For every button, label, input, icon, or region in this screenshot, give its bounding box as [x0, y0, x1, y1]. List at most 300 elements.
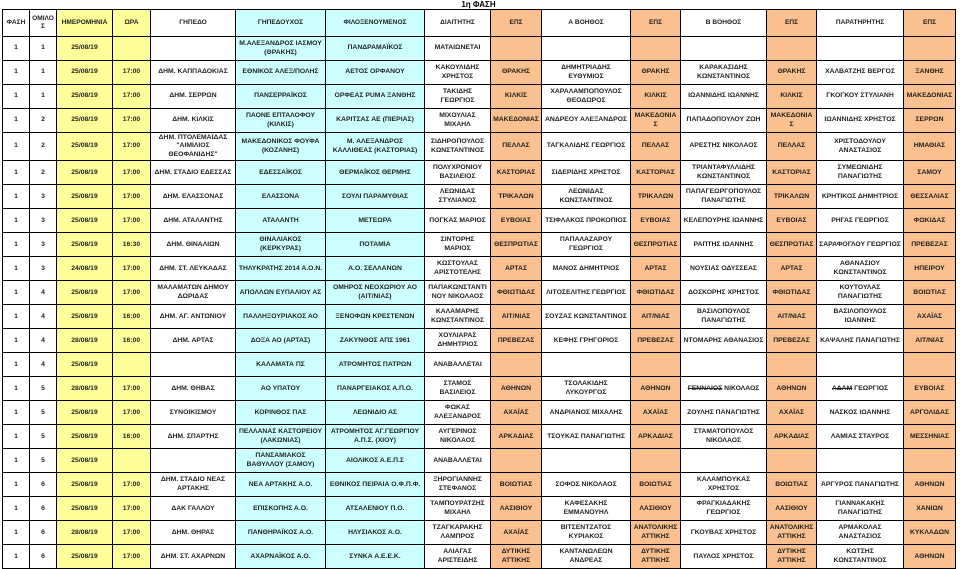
cell-assistant2: ΣΤΑΜΑΤΟΠΟΥΛΟΣ ΝΙΚΟΛΑΟΣ	[681, 425, 767, 449]
match-row	[3, 521, 956, 545]
header-row	[3, 10, 956, 37]
cell-eps4: ΞΑΝΘΗΣ	[904, 61, 956, 85]
cell-assistant2: ΔΟΣΚΟΡΗΣ ΧΡΗΣΤΟΣ	[681, 281, 767, 305]
match-row	[3, 425, 956, 449]
cell-observer: ΑΡΓΥΡΟΣ ΠΑΝΑΓΙΩΤΗΣ	[817, 473, 904, 497]
cell-phase: 1	[3, 521, 30, 545]
cell-referee: ΣΤΑΜΟΣ ΒΑΣΙΛΕΙΟΣ	[425, 377, 491, 401]
cell-assistant1: ΑΝΔΡΕΟΥ ΑΛΕΞΑΝΔΡΟΣ	[542, 109, 631, 133]
cell-phase: 1	[3, 133, 30, 161]
cell-eps2	[631, 37, 681, 61]
cell-observer: ΑΘΑΝΑΣΙΟΥ ΚΩΝΣΤΑΝΤΙΝΟΣ	[817, 257, 904, 281]
cell-phase: 1	[3, 353, 30, 377]
cell-assistant2: ΡΑΠΤΗΣ ΙΩΑΝΝΗΣ	[681, 233, 767, 257]
cell-date: 25/08/19	[57, 133, 113, 161]
column-header-eps1: ΕΠΣ	[491, 10, 542, 37]
cell-assistant2: ΦΡΑΓΚΙΑΔΑΚΗΣ ΓΕΩΡΓΙΟΣ	[681, 497, 767, 521]
cell-assistant1: ΒΙΤΣΕΝΤΖΑΤΟΣ ΚΥΡΙΑΚΟΣ	[542, 521, 631, 545]
cell-phase: 1	[3, 257, 30, 281]
cell-home: ΔΟΞΑ ΑΟ (ΑΡΤΑΣ)	[236, 329, 326, 353]
column-header-eps2: ΕΠΣ	[631, 10, 681, 37]
cell-assistant2: ΓΕΝΝΑΙΟΣ ΝΙΚΟΛΑΟΣ	[681, 377, 767, 401]
cell-home: ΠΕΛΛΑΝΑΣ ΚΑΣΤΟΡΕΙΟΥ (ΛΑΚΩΝΙΑΣ)	[236, 425, 326, 449]
cell-assistant1: ΛΙΤΟΣΕΛΙΤΗΣ ΓΕΩΡΓΙΟΣ	[542, 281, 631, 305]
match-row	[3, 233, 956, 257]
cell-date: 25/08/19	[57, 61, 113, 85]
cell-eps1: ΜΑΚΕΔΟΝΙΑΣ	[491, 109, 542, 133]
cell-eps4: ΑΧΑΪΑΣ	[904, 305, 956, 329]
cell-eps3: ΠΕΛΛΑΣ	[767, 133, 817, 161]
cell-eps4: ΑΡΓΟΛΙΔΑΣ	[904, 401, 956, 425]
cell-eps4	[904, 353, 956, 377]
cell-phase: 1	[3, 85, 30, 109]
cell-observer: ΡΗΓΑΣ ΓΕΩΡΓΙΟΣ	[817, 209, 904, 233]
cell-stadium: ΔΗΜ. ΘΙΝΑΛΙΩΝ	[151, 233, 236, 257]
cell-eps1	[491, 37, 542, 61]
cell-eps3: ΚΙΛΚΙΣ	[767, 85, 817, 109]
cell-eps2: ΑΡΤΑΣ	[631, 257, 681, 281]
cell-assistant1: ΤΣΙΦΛΑΚΟΣ ΠΡΟΚΟΠΙΟΣ	[542, 209, 631, 233]
cell-eps2: ΘΕΣΠΡΩΤΙΑΣ	[631, 233, 681, 257]
cell-assistant2: ΒΑΣΙΛΟΠΟΥΛΟΣ ΠΑΝΑΓΙΩΤΗΣ	[681, 305, 767, 329]
cell-home: ΑΧΑΡΝΑΪΚΟΣ Α.Ο.	[236, 545, 326, 569]
cell-away: ΑΤΡΟΜΗΤΟΣ ΑΓ.ΓΕΩΡΓΙΟΥ Α.Π.Σ. (ΧΙΟΥ)	[326, 425, 425, 449]
cell-time: 16:30	[113, 233, 151, 257]
cell-away: ΟΜΗΡΟΣ ΝΕΟΧΩΡΙΟΥ ΑΟ (ΑΙΤ/ΝΙΑΣ)	[326, 281, 425, 305]
cell-eps2: ΚΑΣΤΟΡΙΑΣ	[631, 161, 681, 185]
cell-phase: 1	[3, 329, 30, 353]
cell-eps1: ΑΡΚΑΔΙΑΣ	[491, 425, 542, 449]
column-header-referee: ΔΙΑΙΤΗΤΗΣ	[425, 10, 491, 37]
cell-date: 25/08/19	[57, 305, 113, 329]
cell-eps1: ΘΕΣΠΡΩΤΙΑΣ	[491, 233, 542, 257]
cell-observer: ΛΑΜΙΑΣ ΣΤΑΥΡΟΣ	[817, 425, 904, 449]
cell-home: ΑΟ ΥΠΑΤΟΥ	[236, 377, 326, 401]
cell-eps4: ΜΕΣΣΗΝΙΑΣ	[904, 425, 956, 449]
cell-away: ΑΤΡΟΜΗΤΟΣ ΠΑΤΡΩΝ	[326, 353, 425, 377]
cell-assistant1: ΣΟΥΖΑΣ ΚΩΝΣΤΑΝΤΙΝΟΣ	[542, 305, 631, 329]
cell-away: ΞΕΝΟΦΩΝ ΚΡΕΣΤΕΝΩΝ	[326, 305, 425, 329]
cell-date: 25/08/19	[57, 497, 113, 521]
cell-stadium: ΔΗΜ. ΣΤΑΔΙΟ ΕΔΕΣΣΑΣ	[151, 161, 236, 185]
cell-assistant1	[542, 353, 631, 377]
cell-eps4: ΒΟΙΩΤΙΑΣ	[904, 281, 956, 305]
cell-stadium: ΔΗΜ. ΠΤΟΛΕΜΑΪΔΑΣ "ΑΙΜΙΛΙΟΣ ΘΕΟΦΑΝΙΔΗΣ"	[151, 133, 236, 161]
cell-phase: 1	[3, 185, 30, 209]
cell-eps1: ΕΥΒΟΙΑΣ	[491, 209, 542, 233]
cell-home: ΤΗΛΥΚΡΑΤΗΣ 2014 Α.Ο.Ν.	[236, 257, 326, 281]
cell-eps2: ΤΡΙΚΑΛΩΝ	[631, 185, 681, 209]
cell-observer: ΣΑΡΑΦΟΓΛΟΥ ΓΕΩΡΓΙΟΣ	[817, 233, 904, 257]
cell-assistant2: ΝΤΟΜΑΡΗΣ ΑΘΑΝΑΣΙΟΣ	[681, 329, 767, 353]
cell-date: 25/08/19	[57, 401, 113, 425]
cell-away: ΑΙΟΛΙΚΟΣ Α.Ε.Π.Σ	[326, 449, 425, 473]
cell-observer: ΚΟΥΤΟΥΛΑΣ ΠΑΝΑΓΙΩΤΗΣ	[817, 281, 904, 305]
cell-group: 6	[30, 545, 57, 569]
cell-date: 25/08/19	[57, 473, 113, 497]
cell-referee: ΦΩΚΑΣ ΑΛΕΞΑΝΔΡΟΣ	[425, 401, 491, 425]
cell-group: 2	[30, 161, 57, 185]
cell-away: ΠΑΝΑΡΓΕΙΑΚΟΣ Α.Π.Ο.	[326, 377, 425, 401]
cell-date: 25/08/19	[57, 109, 113, 133]
cell-eps1: ΔΥΤΙΚΗΣ ΑΤΤΙΚΗΣ	[491, 545, 542, 569]
cell-referee: ΚΑΛΑΜΑΡΗΣ ΚΩΝΣΤΑΝΤΙΝΟΣ	[425, 305, 491, 329]
cell-observer: ΣΥΜΕΩΝΙΔΗΣ ΠΑΝΑΓΙΩΤΗΣ	[817, 161, 904, 185]
cell-observer: ΒΑΣΙΛΟΠΟΥΛΟΣ ΙΩΑΝΝΗΣ	[817, 305, 904, 329]
cell-eps4: ΑΘΗΝΩΝ	[904, 473, 956, 497]
cell-stadium: ΔΗΜ. ΚΑΠΠΑΔΟΚΙΑΣ	[151, 61, 236, 85]
column-header-observer: ΠΑΡΑΤΗΡΗΤΗΣ	[817, 10, 904, 37]
cell-eps4: ΗΠΕΙΡΟΥ	[904, 257, 956, 281]
cell-away: ΣΥΝΚΑ Α.Ε.Ε.Κ.	[326, 545, 425, 569]
cell-eps4: ΧΑΝΙΩΝ	[904, 497, 956, 521]
match-row	[3, 161, 956, 185]
cell-stadium: ΔΗΜ. ΣΠΑΡΤΗΣ	[151, 425, 236, 449]
cell-time: 17:00	[113, 473, 151, 497]
match-row	[3, 329, 956, 353]
cell-group: 6	[30, 497, 57, 521]
cell-phase: 1	[3, 545, 30, 569]
cell-away: ΑΕΤΟΣ ΟΡΦΑΝΟΥ	[326, 61, 425, 85]
cell-eps3: ΑΡΚΑΔΙΑΣ	[767, 425, 817, 449]
cell-time: 17:00	[113, 109, 151, 133]
cell-eps4: ΑΘΗΝΩΝ	[904, 545, 956, 569]
cell-referee: ΚΩΣΤΟΥΛΑΣ ΑΡΙΣΤΟΤΕΛΗΣ	[425, 257, 491, 281]
cell-referee: ΑΝΑΒΑΛΛΕΤΑΙ	[425, 449, 491, 473]
cell-assistant1: ΚΑΦΕΣΑΚΗΣ ΕΜΜΑΝΟΥΗΛ	[542, 497, 631, 521]
cell-group: 2	[30, 133, 57, 161]
cell-away: Α.Ο. ΣΕΛΛΑΝΩΝ	[326, 257, 425, 281]
cell-eps3: ΕΥΒΟΙΑΣ	[767, 209, 817, 233]
cell-eps3: ΜΑΚΕΔΟΝΙΑΣ	[767, 109, 817, 133]
cell-assistant1	[542, 37, 631, 61]
match-row	[3, 473, 956, 497]
cell-group: 3	[30, 257, 57, 281]
cell-eps2: ΑΡΚΑΔΙΑΣ	[631, 425, 681, 449]
cell-eps3	[767, 449, 817, 473]
cell-eps1: ΚΙΛΚΙΣ	[491, 85, 542, 109]
cell-eps2: ΘΡΑΚΗΣ	[631, 61, 681, 85]
cell-home: ΑΤΑΛΑΝΤΗ	[236, 209, 326, 233]
cell-stadium: ΣΥΝΟΙΚΙΣΜΟΥ	[151, 401, 236, 425]
cell-eps2: ΔΥΤΙΚΗΣ ΑΤΤΙΚΗΣ	[631, 545, 681, 569]
column-header-group: ΟΜΙΛΟΣ	[30, 10, 57, 37]
match-row	[3, 401, 956, 425]
cell-observer: ΑΔΑΜ ΓΕΩΡΓΙΟΣ	[817, 377, 904, 401]
cell-assistant2: ΚΑΛΑΜΠΟΥΚΑΣ ΧΡΗΣΤΟΣ	[681, 473, 767, 497]
cell-date: 25/08/19	[57, 37, 113, 61]
cell-time: 17:00	[113, 161, 151, 185]
cell-eps1: ΠΡΕΒΕΖΑΣ	[491, 329, 542, 353]
cell-referee: ΜΙΧΟΥΛΙΑΣ ΜΙΧΑΗΛ	[425, 109, 491, 133]
cell-group: 5	[30, 377, 57, 401]
cell-eps3: ΚΑΣΤΟΡΙΑΣ	[767, 161, 817, 185]
cell-group: 5	[30, 449, 57, 473]
cell-assistant1: ΤΣΟΥΚΑΣ ΠΑΝΑΓΙΩΤΗΣ	[542, 425, 631, 449]
cell-phase: 1	[3, 497, 30, 521]
cell-eps4: ΜΑΚΕΔΟΝΙΑΣ	[904, 85, 956, 109]
cell-group: 4	[30, 305, 57, 329]
cell-referee: ΑΥΓΕΡΙΝΟΣ ΝΙΚΟΛΑΟΣ	[425, 425, 491, 449]
cell-date: 25/08/19	[57, 233, 113, 257]
match-row	[3, 185, 956, 209]
cell-observer: ΚΡΗΤΙΚΟΣ ΔΗΜΗΤΡΙΟΣ	[817, 185, 904, 209]
cell-eps2: ΑΧΑΪΑΣ	[631, 401, 681, 425]
cell-phase: 1	[3, 161, 30, 185]
cell-assistant1: ΛΕΩΝΙΔΑΣ ΚΩΝΣΤΑΝΤΙΝΟΣ	[542, 185, 631, 209]
cell-eps4	[904, 449, 956, 473]
cell-observer	[817, 449, 904, 473]
cell-eps2: ΑΙΤ/ΝΙΑΣ	[631, 305, 681, 329]
cell-referee: ΠΟΓΚΑΣ ΜΑΡΙΟΣ	[425, 209, 491, 233]
cell-stadium: ΜΑΛΑΜΑΤΩΝ ΔΗΜΟΥ ΔΩΡΙΔΑΣ	[151, 281, 236, 305]
table-header	[3, 10, 956, 37]
cell-phase: 1	[3, 37, 30, 61]
cell-group: 6	[30, 521, 57, 545]
cell-stadium: ΔΗΜ. ΑΓ. ΑΝΤΩΝΙΟΥ	[151, 305, 236, 329]
cell-home: ΠΑΛΛΗΞΟΥΡΙΑΚΟΣ ΑΟ	[236, 305, 326, 329]
cell-assistant1: ΚΑΝΤΑΝΩΛΕΩΝ ΑΝΔΡΕΑΣ	[542, 545, 631, 569]
cell-assistant2: ΚΕΛΕΠΟΥΡΗΣ ΙΩΑΝΝΗΣ	[681, 209, 767, 233]
cell-eps1: ΒΟΙΩΤΙΑΣ	[491, 473, 542, 497]
cell-group: 3	[30, 233, 57, 257]
cell-assistant1: ΑΝΔΡΙΑΝΟΣ ΜΙΧΑΛΗΣ	[542, 401, 631, 425]
cell-eps2	[631, 449, 681, 473]
match-row	[3, 85, 956, 109]
cell-date: 28/08/19	[57, 377, 113, 401]
cell-away: Μ. ΑΛΕΞΑΝΔΡΟΣ ΚΑΛΛΙΘΕΑΣ (ΚΑΣΤΟΡΙΑΣ)	[326, 133, 425, 161]
cell-group: 2	[30, 109, 57, 133]
cell-group: 3	[30, 185, 57, 209]
cell-assistant2: ΙΩΑΝΝΙΔΗΣ ΙΩΑΝΝΗΣ	[681, 85, 767, 109]
cell-home: ΕΠΙΣΚΟΠΗΣ Α.Ο.	[236, 497, 326, 521]
cell-referee: ΚΑΚΟΥΛΙΔΗΣ ΧΡΗΣΤΟΣ	[425, 61, 491, 85]
cell-date: 25/08/19	[57, 281, 113, 305]
cell-home: ΑΠΟΛΛΩΝ ΕΥΠΑΛΙΟΥ ΑΣ	[236, 281, 326, 305]
match-row	[3, 109, 956, 133]
match-row	[3, 305, 956, 329]
cell-observer: ΓΙΑΝΝΑΚΑΚΗΣ ΠΑΝΑΓΙΩΤΗΣ	[817, 497, 904, 521]
cell-time: 17:00	[113, 61, 151, 85]
cell-time	[113, 449, 151, 473]
cell-eps2: ΠΕΛΛΑΣ	[631, 133, 681, 161]
cell-assistant2: ΝΟΥΣΙΑΣ ΟΔΥΣΣΕΑΣ	[681, 257, 767, 281]
cell-time	[113, 353, 151, 377]
cell-eps4: ΣΑΜΟΥ	[904, 161, 956, 185]
cell-away: ΑΤΣΑΛΕΝΙΟΥ Π.Ο.	[326, 497, 425, 521]
cell-assistant1: ΜΑΝΟΣ ΔΗΜΗΤΡΙΟΣ	[542, 257, 631, 281]
cell-time: 17:00	[113, 85, 151, 109]
cell-home: ΚΟΡΙΝΘΟΣ ΠΑΣ	[236, 401, 326, 425]
cell-eps2: ΜΑΚΕΔΟΝΙΑΣ	[631, 109, 681, 133]
column-header-phase: ΦΑΣΗ	[3, 10, 30, 37]
cell-time: 17:00	[113, 281, 151, 305]
cell-eps4: ΦΩΚΙΔΑΣ	[904, 209, 956, 233]
cell-eps2	[631, 353, 681, 377]
cell-home: ΠΑΝΣΕΡΡΑΪΚΟΣ	[236, 85, 326, 109]
cell-stadium: ΔΗΜ. ΕΛΑΣΣΟΝΑΣ	[151, 185, 236, 209]
cell-time: 17:00	[113, 185, 151, 209]
cell-home: Μ.ΑΛΕΞΑΝΔΡΟΣ ΙΑΣΜΟΥ (ΘΡΑΚΗΣ)	[236, 37, 326, 61]
cell-phase: 1	[3, 377, 30, 401]
match-row	[3, 281, 956, 305]
cell-referee: ΣΙΔΗΡΟΠΟΥΛΟΣ ΚΩΝΣΤΑΝΤΙΝΟΣ	[425, 133, 491, 161]
cell-assistant1: ΔΗΜΗΤΡΙΑΔΗΣ ΕΥΘΥΜΙΟΣ	[542, 61, 631, 85]
cell-away: ΖΑΚΥΝΘΟΣ ΑΠΣ 1961	[326, 329, 425, 353]
column-header-assistant1: Α ΒΟΗΘΟΣ	[542, 10, 631, 37]
cell-stadium: ΔΗΜ. ΣΤΑΔΙΟ ΝΕΑΣ ΑΡΤΑΚΗΣ	[151, 473, 236, 497]
cell-eps1: ΑΘΗΝΩΝ	[491, 377, 542, 401]
cell-eps3: ΑΧΑΪΑΣ	[767, 401, 817, 425]
cell-eps3: ΑΝΑΤΟΛΙΚΗΣ ΑΤΤΙΚΗΣ	[767, 521, 817, 545]
cell-assistant2: ΠΑΠΑΓΕΩΡΓΟΠΟΥΛΟΣ ΠΑΝΑΓΙΩΤΗΣ	[681, 185, 767, 209]
column-header-eps4: ΕΠΣ	[904, 10, 956, 37]
cell-assistant2: ΠΑΥΛΟΣ ΧΡΗΣΤΟΣ	[681, 545, 767, 569]
cell-assistant1: ΧΑΡΑΛΑΜΠΟΠΟΥΛΟΣ ΘΕΟΔΩΡΟΣ	[542, 85, 631, 109]
cell-referee: ΑΝΑΒΑΛΛΕΤΑΙ	[425, 353, 491, 377]
match-schedule-table	[2, 9, 956, 569]
cell-stadium: ΔΗΜ. ΘΗΡΑΣ	[151, 521, 236, 545]
cell-assistant2: ΚΑΡΑΚΑΣΙΔΗΣ ΚΩΝΣΤΑΝΤΙΝΟΣ	[681, 61, 767, 85]
cell-stadium	[151, 449, 236, 473]
cell-away: ΠΟΤΑΜΙΑ	[326, 233, 425, 257]
cell-assistant1: ΣΟΦΟΣ ΝΙΚΟΛΑΟΣ	[542, 473, 631, 497]
cell-home: ΠΑΝΘΗΡΑΪΚΟΣ Α.Ο.	[236, 521, 326, 545]
match-row	[3, 257, 956, 281]
cell-referee: ΤΑΜΠΟΥΡΑΤΖΗΣ ΜΙΧΑΗΛ	[425, 497, 491, 521]
cell-phase: 1	[3, 473, 30, 497]
cell-date: 25/08/19	[57, 185, 113, 209]
cell-referee: ΤΖΑΓΚΑΡΑΚΗΣ ΛΑΜΠΡΟΣ	[425, 521, 491, 545]
cell-stadium: ΔΗΜ. ΚΙΛΚΙΣ	[151, 109, 236, 133]
cell-eps4: ΗΜΑΘΙΑΣ	[904, 133, 956, 161]
cell-home: ΝΕΑ ΑΡΤΑΚΗΣ Α.Ο.	[236, 473, 326, 497]
cell-time: 17:00	[113, 497, 151, 521]
cell-stadium: ΔΗΜ. ΘΗΒΑΣ	[151, 377, 236, 401]
match-row	[3, 61, 956, 85]
cell-assistant2: ΠΑΠΑΔΟΠΟΥΛΟΥ ΖΩΗ	[681, 109, 767, 133]
cell-time: 17:00	[113, 257, 151, 281]
cell-eps2: ΕΥΒΟΙΑΣ	[631, 209, 681, 233]
cell-home: ΕΔΕΣΣΑΪΚΟΣ	[236, 161, 326, 185]
column-header-away: ΦΙΛΟΞΕΝΟΥΜΕΝΟΣ	[326, 10, 425, 37]
cell-assistant1: ΤΑΓΚΑΛΙΔΗΣ ΓΕΩΡΓΙΟΣ	[542, 133, 631, 161]
cell-eps3	[767, 353, 817, 377]
cell-away: ΣΟΥΛΙ ΠΑΡΑΜΥΘΙΑΣ	[326, 185, 425, 209]
match-row	[3, 449, 956, 473]
match-row	[3, 377, 956, 401]
cell-eps4: ΘΕΣΣΑΛΙΑΣ	[904, 185, 956, 209]
cell-observer: ΓΚΟΓΚΟΥ ΣΤΥΛΙΑΝΗ	[817, 85, 904, 109]
cell-date: 24/08/19	[57, 257, 113, 281]
page-title: 1η ΦΑΣΗ	[461, 0, 496, 9]
cell-observer: ΧΑΛΒΑΤΖΗΣ ΒΕΡΓΟΣ	[817, 61, 904, 85]
cell-observer: ΧΡΙΣΤΟΔΟΥΛΟΥ ΑΝΑΣΤΑΣΙΟΣ	[817, 133, 904, 161]
cell-home: ΠΑΝΣΑΜΙΑΚΟΣ ΒΑΘΥΛΛΟΥ (ΣΑΜΟΥ)	[236, 449, 326, 473]
cell-home: ΠΑΟΝΕ ΕΠΤΑΛΟΦΟΥ (ΚΙΛΚΙΣ)	[236, 109, 326, 133]
cell-group: 1	[30, 85, 57, 109]
cell-home: ΚΑΛΑΜΑΤΑ ΠΣ	[236, 353, 326, 377]
cell-assistant2	[681, 353, 767, 377]
cell-time	[113, 37, 151, 61]
cell-referee: ΑΛΙΑΓΑΣ ΑΡΙΣΤΕΙΔΗΣ	[425, 545, 491, 569]
cell-away: ΕΘΝΙΚΟΣ ΠΕΙΡΑΙΑ Ο.Φ.Π.Φ.	[326, 473, 425, 497]
cell-referee: ΤΑΚΙΔΗΣ ΓΕΩΡΓΙΟΣ	[425, 85, 491, 109]
cell-group: 4	[30, 353, 57, 377]
cell-time: 16:00	[113, 305, 151, 329]
cell-eps2: ΑΘΗΝΩΝ	[631, 377, 681, 401]
cell-time: 17:00	[113, 133, 151, 161]
cell-group: 4	[30, 329, 57, 353]
cell-group: 3	[30, 209, 57, 233]
cell-referee: ΧΟΥΛΙΑΡΑΣ ΔΗΜΗΤΡΙΟΣ	[425, 329, 491, 353]
cell-stadium: ΔΗΜ. ΣΕΡΡΩΝ	[151, 85, 236, 109]
cell-eps3: ΠΡΕΒΕΖΑΣ	[767, 329, 817, 353]
cell-date: 25/08/19	[57, 161, 113, 185]
cell-away: ΜΕΤΕΩΡΑ	[326, 209, 425, 233]
cell-eps1: ΑΙΤ/ΝΙΑΣ	[491, 305, 542, 329]
cell-group: 4	[30, 281, 57, 305]
cell-eps3	[767, 37, 817, 61]
cell-date: 25/08/19	[57, 85, 113, 109]
cell-eps2: ΑΝΑΤΟΛΙΚΗΣ ΑΤΤΙΚΗΣ	[631, 521, 681, 545]
match-row	[3, 497, 956, 521]
column-header-eps3: ΕΠΣ	[767, 10, 817, 37]
cell-stadium	[151, 353, 236, 377]
cell-away: ΘΕΡΜΑΪΚΟΣ ΘΕΡΜΗΣ	[326, 161, 425, 185]
column-header-assistant2: Β ΒΟΗΘΟΣ	[681, 10, 767, 37]
cell-referee: ΜΑΤΑΙΩΝΕΤΑΙ	[425, 37, 491, 61]
cell-eps1: ΠΕΛΛΑΣ	[491, 133, 542, 161]
match-row	[3, 37, 956, 61]
cell-group: 1	[30, 61, 57, 85]
cell-group: 5	[30, 425, 57, 449]
cell-date: 25/08/19	[57, 353, 113, 377]
cell-eps2: ΚΙΛΚΙΣ	[631, 85, 681, 109]
cell-eps1: ΑΧΑΪΑΣ	[491, 521, 542, 545]
cell-eps3: ΑΘΗΝΩΝ	[767, 377, 817, 401]
cell-assistant2: ΖΟΥΛΗΣ ΠΑΝΑΓΙΩΤΗΣ	[681, 401, 767, 425]
cell-eps3: ΑΡΤΑΣ	[767, 257, 817, 281]
cell-eps1: ΘΡΑΚΗΣ	[491, 61, 542, 85]
cell-eps1: ΑΧΑΪΑΣ	[491, 401, 542, 425]
match-row	[3, 133, 956, 161]
cell-assistant2	[681, 449, 767, 473]
cell-assistant1: ΤΣΟΛΑΚΙΔΗΣ ΛΥΚΟΥΡΓΟΣ	[542, 377, 631, 401]
cell-eps2: ΠΡΕΒΕΖΑΣ	[631, 329, 681, 353]
cell-referee: ΣΙΝΤΟΡΗΣ ΜΑΡΙΟΣ	[425, 233, 491, 257]
cell-eps4: ΕΥΒΟΙΑΣ	[904, 377, 956, 401]
cell-phase: 1	[3, 233, 30, 257]
column-header-time: ΩΡΑ	[113, 10, 151, 37]
cell-eps4: ΠΡΕΒΕΖΑΣ	[904, 233, 956, 257]
cell-eps3: ΛΑΣΙΘΙΟΥ	[767, 497, 817, 521]
cell-assistant1: ΣΙΔΕΡΙΔΗΣ ΧΡΗΣΤΟΣ	[542, 161, 631, 185]
cell-date: 25/08/19	[57, 209, 113, 233]
cell-phase: 1	[3, 61, 30, 85]
cell-assistant1: ΚΕΦΗΣ ΓΡΗΓΟΡΙΟΣ	[542, 329, 631, 353]
cell-observer	[817, 37, 904, 61]
cell-eps3: ΒΟΙΩΤΙΑΣ	[767, 473, 817, 497]
cell-eps1	[491, 353, 542, 377]
table-body	[3, 37, 956, 569]
cell-assistant2	[681, 37, 767, 61]
cell-eps3: ΑΙΤ/ΝΙΑΣ	[767, 305, 817, 329]
cell-date: 25/08/19	[57, 425, 113, 449]
cell-phase: 1	[3, 425, 30, 449]
cell-phase: 1	[3, 305, 30, 329]
cell-eps3: ΘΕΣΠΡΩΤΙΑΣ	[767, 233, 817, 257]
